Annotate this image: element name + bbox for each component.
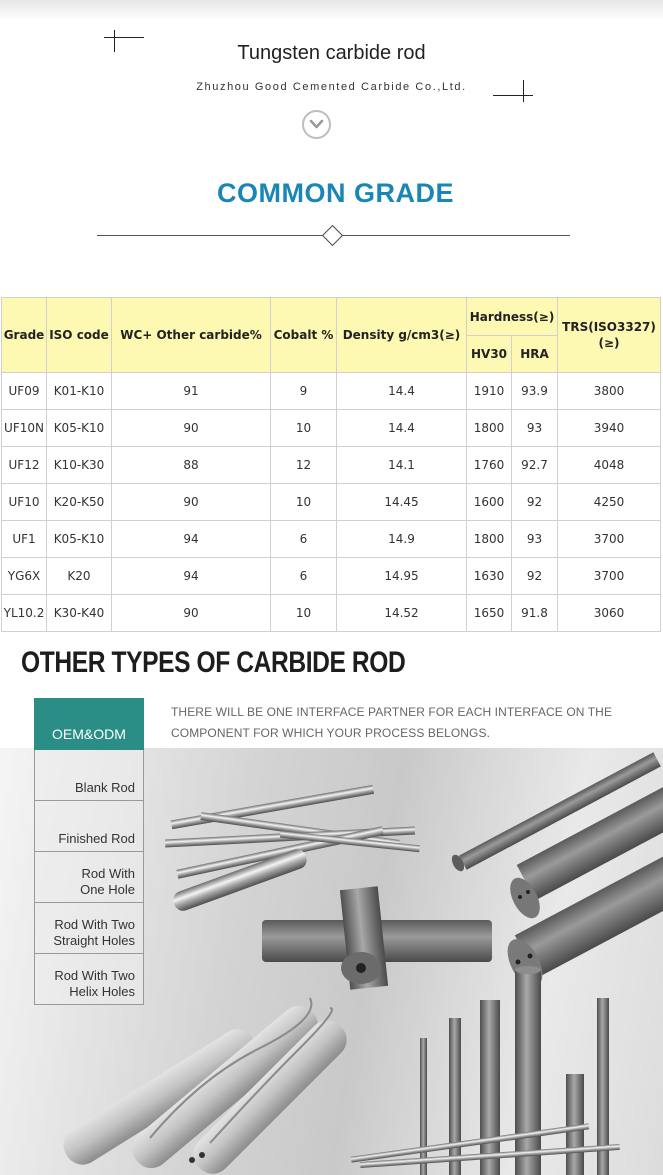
section-title: COMMON GRADE xyxy=(217,178,454,208)
other-types-title: OTHER TYPES OF CARBIDE ROD xyxy=(21,646,406,679)
cell-trs: 4250 xyxy=(558,484,661,521)
cell-wc: 88 xyxy=(112,447,271,484)
header-trs xyxy=(558,298,661,373)
header-hra: HRA xyxy=(512,336,558,373)
grade-table xyxy=(1,297,661,632)
menu-item-label-line2: Straight Holes xyxy=(53,933,135,948)
menu-item-finished-rod[interactable] xyxy=(34,801,144,852)
table-row xyxy=(2,410,661,447)
cell-iso: K20-K50 xyxy=(47,484,112,521)
cell-density: 14.45 xyxy=(337,484,467,521)
cell-density: 14.95 xyxy=(337,558,467,595)
table-row xyxy=(2,521,661,558)
cell-grade: UF10N xyxy=(2,410,47,447)
header-density: Density g/cm3(≥) xyxy=(337,298,467,373)
cell-trs: 3940 xyxy=(558,410,661,447)
cell-grade: YL10.2 xyxy=(2,595,47,632)
cell-hv30: 1650 xyxy=(467,595,512,632)
cell-hv30: 1800 xyxy=(467,521,512,558)
cell-cobalt: 10 xyxy=(271,595,337,632)
menu-item-label-line2: One Hole xyxy=(80,882,135,897)
table-row xyxy=(2,373,661,410)
menu-item-label-line2: Helix Holes xyxy=(69,984,135,999)
cell-hv30: 1800 xyxy=(467,410,512,447)
rod-type-menu xyxy=(34,698,144,1005)
header-hv30: HV30 xyxy=(467,336,512,373)
cell-hv30: 1910 xyxy=(467,373,512,410)
cell-trs: 3060 xyxy=(558,595,661,632)
cell-iso: K30-K40 xyxy=(47,595,112,632)
cell-cobalt: 12 xyxy=(271,447,337,484)
cell-grade: UF09 xyxy=(2,373,47,410)
table-row xyxy=(2,484,661,521)
cell-hra: 93 xyxy=(512,521,558,558)
cell-wc: 94 xyxy=(112,558,271,595)
cell-wc: 91 xyxy=(112,373,271,410)
menu-item-label: Finished Rod xyxy=(58,831,135,846)
cell-hra: 91.8 xyxy=(512,595,558,632)
cell-hv30: 1630 xyxy=(467,558,512,595)
cell-wc: 94 xyxy=(112,521,271,558)
cell-hra: 93.9 xyxy=(512,373,558,410)
menu-item-label-line1: Rod With xyxy=(81,866,135,881)
company-name: Zhuzhou Good Cemented Carbide Co.,Ltd. xyxy=(196,81,467,93)
cell-hv30: 1760 xyxy=(467,447,512,484)
menu-item-rod-with-one-hole[interactable] xyxy=(34,852,144,903)
cell-trs: 3700 xyxy=(558,558,661,595)
cell-trs: 4048 xyxy=(558,447,661,484)
cell-iso: K10-K30 xyxy=(47,447,112,484)
table-row xyxy=(2,447,661,484)
cell-density: 14.52 xyxy=(337,595,467,632)
cell-iso: K05-K10 xyxy=(47,521,112,558)
header-wc-other-carbide: WC+ Other carbide% xyxy=(112,298,271,373)
page-title: Tungsten carbide rod xyxy=(237,42,426,64)
cell-grade: YG6X xyxy=(2,558,47,595)
crosshair-left-h xyxy=(104,37,144,38)
menu-item-rod-with-two-straight-holes[interactable] xyxy=(34,903,144,954)
cell-iso: K20 xyxy=(47,558,112,595)
vertical-rods xyxy=(351,966,620,1175)
cell-density: 14.1 xyxy=(337,447,467,484)
cell-hra: 93 xyxy=(512,410,558,447)
header-trs-label: TRS(ISO3327)(≥) xyxy=(562,320,656,350)
polished-rods-bundle xyxy=(165,785,420,913)
rod-with-one-hole xyxy=(262,886,492,989)
cell-cobalt: 6 xyxy=(271,521,337,558)
header-hardness: Hardness(≥) xyxy=(467,298,558,336)
cell-cobalt: 6 xyxy=(271,558,337,595)
cell-cobalt: 10 xyxy=(271,410,337,447)
menu-item-label-line1: Rod With Two xyxy=(54,917,135,932)
cell-hv30: 1600 xyxy=(467,484,512,521)
helix-hole-rods xyxy=(57,998,354,1175)
menu-item-rod-with-two-helix-holes[interactable] xyxy=(34,954,144,1005)
cell-trs: 3800 xyxy=(558,373,661,410)
menu-item-label-line1: Rod With Two xyxy=(54,968,135,983)
cell-grade: UF10 xyxy=(2,484,47,521)
cell-hra: 92.7 xyxy=(512,447,558,484)
chevron-down-circle-icon[interactable] xyxy=(302,110,331,139)
cell-iso: K01-K10 xyxy=(47,373,112,410)
crosshair-right-h xyxy=(493,95,533,96)
top-shade xyxy=(0,0,663,20)
cell-grade: UF12 xyxy=(2,447,47,484)
cell-iso: K05-K10 xyxy=(47,410,112,447)
header-grade: Grade xyxy=(2,298,47,373)
cell-wc: 90 xyxy=(112,595,271,632)
divider-diamond xyxy=(322,225,343,246)
table-row xyxy=(2,558,661,595)
cell-wc: 90 xyxy=(112,410,271,447)
cell-density: 14.4 xyxy=(337,373,467,410)
chevron-down-icon xyxy=(309,117,324,132)
menu-item-label: Blank Rod xyxy=(75,780,135,795)
menu-oem-odm[interactable]: OEM&ODM xyxy=(34,698,144,750)
header-cobalt: Cobalt % xyxy=(271,298,337,373)
interface-description: THERE WILL BE ONE INTERFACE PARTNER FOR EACH INTERFACE ON THE COMPONENT FOR WHICH YOUR PROCESS BELONGS. xyxy=(171,705,613,740)
cell-density: 14.9 xyxy=(337,521,467,558)
menu-item-blank-rod[interactable] xyxy=(34,750,144,801)
table-row xyxy=(2,595,661,632)
header-iso-code: ISO code xyxy=(47,298,112,373)
cell-grade: UF1 xyxy=(2,521,47,558)
cell-hra: 92 xyxy=(512,558,558,595)
cell-trs: 3700 xyxy=(558,521,661,558)
cell-wc: 90 xyxy=(112,484,271,521)
cell-hra: 92 xyxy=(512,484,558,521)
cell-cobalt: 9 xyxy=(271,373,337,410)
cell-density: 14.4 xyxy=(337,410,467,447)
cell-cobalt: 10 xyxy=(271,484,337,521)
